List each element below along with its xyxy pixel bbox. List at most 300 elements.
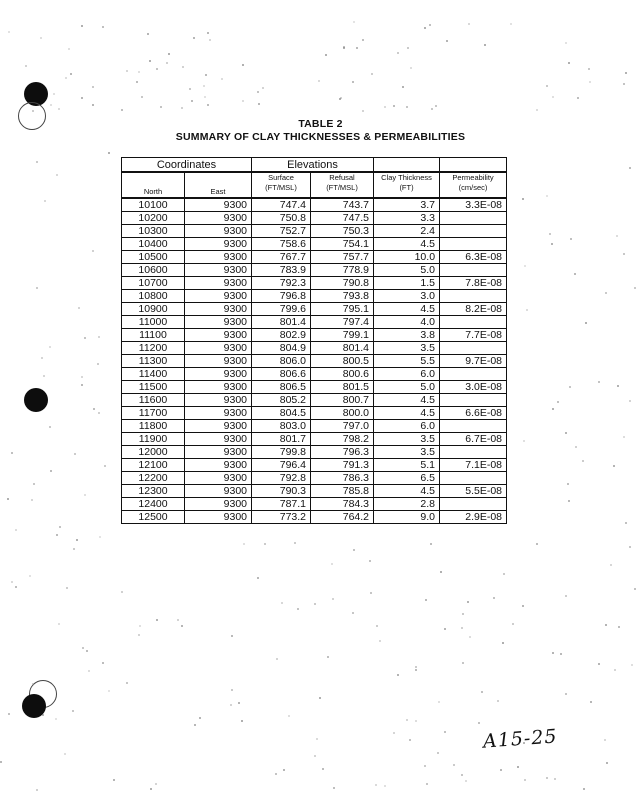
speckle (231, 635, 233, 637)
table-row (122, 212, 507, 225)
speckle (415, 666, 417, 668)
speckle (625, 522, 627, 524)
permeability-cell (440, 238, 507, 251)
speckle (570, 238, 572, 240)
east-cell: 9300 (185, 511, 252, 524)
speckle (370, 592, 372, 594)
surface-cell: 802.9 (252, 329, 311, 342)
speckle (523, 440, 525, 442)
surface-cell: 799.8 (252, 446, 311, 459)
north-cell: 11100 (122, 329, 185, 342)
speckle (618, 626, 620, 628)
surface-cell: 806.0 (252, 355, 311, 368)
speckle (32, 110, 34, 112)
speckle (221, 78, 223, 80)
speckle (7, 498, 9, 500)
speckle (446, 40, 448, 42)
speckle (552, 408, 554, 410)
speckle (97, 363, 99, 365)
north-cell: 10600 (122, 264, 185, 277)
speckle (73, 548, 75, 550)
speckle (332, 598, 334, 600)
speckle (568, 62, 570, 64)
speckle (138, 634, 140, 636)
speckle (606, 762, 608, 764)
speckle (415, 720, 417, 722)
speckle (104, 465, 106, 467)
speckle (634, 287, 636, 289)
speckle (565, 595, 567, 597)
speckle (81, 376, 83, 378)
permeability-cell: 3.0E-08 (440, 381, 507, 394)
refusal-cell: 754.1 (311, 238, 374, 251)
clay-thickness-cell: 5.5 (374, 355, 440, 368)
speckle (147, 33, 149, 35)
permeability-cell (440, 446, 507, 459)
table-row (122, 264, 507, 277)
east-cell: 9300 (185, 485, 252, 498)
east-cell: 9300 (185, 316, 252, 329)
speckle (86, 650, 88, 652)
east-cell: 9300 (185, 459, 252, 472)
speckle (207, 104, 209, 106)
speckle (99, 536, 101, 538)
table-row (122, 446, 507, 459)
speckle (375, 784, 377, 786)
speckle (314, 603, 316, 605)
surface-cell: 758.6 (252, 238, 311, 251)
speckle (393, 732, 395, 734)
table-row (122, 368, 507, 381)
speckle (199, 717, 201, 719)
speckle (242, 64, 244, 66)
speckle (598, 381, 600, 383)
speckle (397, 52, 399, 54)
permeability-cell: 5.5E-08 (440, 485, 507, 498)
speckle (493, 597, 495, 599)
speckle (81, 25, 83, 27)
speckle (150, 788, 152, 790)
refusal-header-label: Refusal (329, 173, 355, 182)
east-cell: 9300 (185, 433, 252, 446)
north-cell: 10300 (122, 225, 185, 238)
speckle (98, 336, 100, 338)
speckle (11, 452, 13, 454)
refusal-cell: 764.2 (311, 511, 374, 524)
permeability-cell: 6.3E-08 (440, 251, 507, 264)
surface-cell: 792.3 (252, 277, 311, 290)
permeability-cell (440, 342, 507, 355)
speckle (15, 529, 17, 531)
speckle (74, 453, 76, 455)
speckle (177, 619, 179, 621)
speckle (64, 753, 66, 755)
north-cell: 11800 (122, 420, 185, 433)
speckle (549, 233, 551, 235)
permeability-cell (440, 472, 507, 485)
speckle (322, 768, 324, 770)
speckle (629, 167, 631, 169)
speckle (139, 625, 141, 627)
table-row (122, 198, 507, 212)
table-row (122, 394, 507, 407)
north-cell: 10500 (122, 251, 185, 264)
speckle (362, 110, 364, 112)
refusal-cell: 786.3 (311, 472, 374, 485)
column-header-row (122, 172, 507, 198)
surface-cell: 773.2 (252, 511, 311, 524)
speckle (565, 432, 567, 434)
surface-cell: 796.8 (252, 290, 311, 303)
speckle (138, 71, 140, 73)
speckle (589, 81, 591, 83)
surface-cell: 801.7 (252, 433, 311, 446)
speckle (275, 773, 277, 775)
speckle (58, 623, 60, 625)
permeability-cell (440, 420, 507, 433)
speckle (429, 24, 431, 26)
speckle (93, 408, 95, 410)
speckle (353, 21, 355, 23)
speckle (481, 691, 483, 693)
surface-cell: 806.6 (252, 368, 311, 381)
permeability-cell: 7.8E-08 (440, 277, 507, 290)
table-subtitle: SUMMARY OF CLAY THICKNESSES & PERMEABILITIES (175, 131, 466, 143)
refusal-cell: 791.3 (311, 459, 374, 472)
speckle (59, 526, 61, 528)
speckle (522, 605, 524, 607)
speckle (430, 543, 432, 545)
speckle (536, 543, 538, 545)
permeability-cell: 9.7E-08 (440, 355, 507, 368)
permeability-cell: 6.6E-08 (440, 407, 507, 420)
refusal-cell: 747.5 (311, 212, 374, 225)
clay-thickness-header (374, 172, 440, 198)
clay-thickness-cell: 4.5 (374, 238, 440, 251)
speckle (438, 701, 440, 703)
speckle (524, 779, 526, 781)
speckle (40, 37, 42, 39)
speckle (113, 779, 115, 781)
east-cell: 9300 (185, 394, 252, 407)
table-row (122, 316, 507, 329)
refusal-cell: 793.8 (311, 290, 374, 303)
speckle (552, 96, 554, 98)
east-cell: 9300 (185, 238, 252, 251)
refusal-cell: 757.7 (311, 251, 374, 264)
permeability-cell: 8.2E-08 (440, 303, 507, 316)
speckle (15, 586, 17, 588)
speckle (0, 761, 2, 763)
north-cell: 10200 (122, 212, 185, 225)
speckle (88, 670, 90, 672)
speckle (108, 152, 110, 154)
speckle (31, 499, 33, 501)
surface-cell: 799.6 (252, 303, 311, 316)
clay-thickness-cell: 10.0 (374, 251, 440, 264)
speckle (230, 704, 232, 706)
speckle (102, 26, 104, 28)
speckle (56, 174, 58, 176)
speckle (121, 591, 123, 593)
speckle (81, 384, 83, 386)
speckle (203, 85, 205, 87)
speckle (231, 689, 233, 691)
speckle (467, 601, 469, 603)
surface-header-label: Surface (268, 173, 294, 182)
speckle (604, 739, 606, 741)
speckle (500, 769, 502, 771)
speckle (406, 719, 408, 721)
speckle (84, 337, 86, 339)
refusal-cell: 800.6 (311, 368, 374, 381)
speckle (362, 39, 364, 41)
speckle (409, 739, 411, 741)
north-cell: 11200 (122, 342, 185, 355)
refusal-cell: 750.3 (311, 225, 374, 238)
speckle (339, 98, 341, 100)
north-cell: 11700 (122, 407, 185, 420)
speckle (81, 97, 83, 99)
permeability-header (440, 172, 507, 198)
speckle (352, 612, 354, 614)
speckle (209, 39, 211, 41)
speckle (331, 563, 333, 565)
speckle (557, 401, 559, 403)
east-cell: 9300 (185, 498, 252, 511)
speckle (44, 200, 46, 202)
speckle (478, 722, 480, 724)
speckle (29, 575, 31, 577)
speckle (36, 789, 38, 791)
speckle (371, 73, 373, 75)
speckle (502, 642, 504, 644)
speckle (406, 106, 408, 108)
speckle (425, 599, 427, 601)
clay-thickness-cell: 5.1 (374, 459, 440, 472)
surface-cell: 767.7 (252, 251, 311, 264)
table-title: TABLE 2 (298, 118, 343, 130)
surface-cell: 792.8 (252, 472, 311, 485)
surface-cell: 803.0 (252, 420, 311, 433)
speckle (567, 483, 569, 485)
surface-cell: 805.2 (252, 394, 311, 407)
speckle (294, 542, 296, 544)
speckle (497, 700, 499, 702)
speckle (524, 265, 526, 267)
clay-thickness-cell: 3.8 (374, 329, 440, 342)
speckle (205, 74, 207, 76)
speckle (319, 697, 321, 699)
permeability-cell (440, 316, 507, 329)
north-cell: 11000 (122, 316, 185, 329)
speckle (204, 96, 206, 98)
surface-cell: 790.3 (252, 485, 311, 498)
speckle (526, 309, 528, 311)
refusal-cell: 801.4 (311, 342, 374, 355)
speckle (191, 100, 193, 102)
speckle (297, 608, 299, 610)
refusal-cell: 801.5 (311, 381, 374, 394)
speckle (327, 656, 329, 658)
refusal-cell: 797.0 (311, 420, 374, 433)
north-cell: 12400 (122, 498, 185, 511)
speckle (49, 426, 51, 428)
speckle (76, 539, 78, 541)
speckle (207, 32, 209, 34)
speckle (36, 161, 38, 163)
table-row (122, 498, 507, 511)
speckle (623, 83, 625, 85)
surface-cell: 783.9 (252, 264, 311, 277)
speckle (616, 235, 618, 237)
speckle (257, 577, 259, 579)
clay-thickness-cell: 9.0 (374, 511, 440, 524)
north-cell: 12500 (122, 511, 185, 524)
permeability-cell (440, 225, 507, 238)
speckle (598, 663, 600, 665)
speckle (55, 718, 57, 720)
group-header-row (122, 158, 507, 173)
table-row (122, 407, 507, 420)
refusal-cell: 800.0 (311, 407, 374, 420)
east-cell: 9300 (185, 225, 252, 238)
table-row (122, 303, 507, 316)
speckle (181, 625, 183, 627)
speckle (536, 109, 538, 111)
speckle (242, 100, 244, 102)
table-row (122, 329, 507, 342)
speckle (510, 23, 512, 25)
speckle (149, 60, 151, 62)
clay-data-table (121, 157, 507, 524)
table-row (122, 251, 507, 264)
speckle (384, 785, 386, 787)
speckle (623, 436, 625, 438)
speckle (182, 66, 184, 68)
permeability-cell (440, 498, 507, 511)
permeability-cell (440, 212, 507, 225)
clay-thickness-cell: 4.5 (374, 303, 440, 316)
north-cell: 10900 (122, 303, 185, 316)
speckle (41, 357, 43, 359)
east-cell: 9300 (185, 368, 252, 381)
table-row (122, 433, 507, 446)
permeability-cell (440, 290, 507, 303)
surface-cell: 787.1 (252, 498, 311, 511)
east-cell: 9300 (185, 264, 252, 277)
speckle (25, 65, 27, 67)
table-row (122, 277, 507, 290)
permeability-cell: 7.7E-08 (440, 329, 507, 342)
speckle (605, 624, 607, 626)
table-row (122, 485, 507, 498)
speckle (283, 769, 285, 771)
speckle (617, 385, 619, 387)
speckle (435, 105, 437, 107)
speckle (92, 250, 94, 252)
blank-header-perm (440, 158, 507, 173)
east-cell: 9300 (185, 329, 252, 342)
east-cell: 9300 (185, 198, 252, 212)
speckle (610, 564, 612, 566)
speckle (560, 653, 562, 655)
east-cell: 9300 (185, 303, 252, 316)
speckle (582, 460, 584, 462)
clay-thickness-cell: 6.0 (374, 420, 440, 433)
north-header: North (122, 172, 185, 198)
east-cell: 9300 (185, 407, 252, 420)
speckle (574, 273, 576, 275)
speckle (8, 713, 10, 715)
speckle (465, 780, 467, 782)
table-row (122, 420, 507, 433)
clay-thickness-header-unit: (FT) (399, 183, 414, 192)
north-cell: 12200 (122, 472, 185, 485)
refusal-cell: 800.7 (311, 394, 374, 407)
permeability-cell: 7.1E-08 (440, 459, 507, 472)
speckle (316, 738, 318, 740)
speckle (503, 573, 505, 575)
table-body (122, 198, 507, 524)
speckle (108, 690, 110, 692)
binder-hole-middle (24, 388, 48, 412)
speckle (517, 766, 519, 768)
permeability-cell: 6.7E-08 (440, 433, 507, 446)
speckle (424, 765, 426, 767)
table-row (122, 238, 507, 251)
speckle (461, 774, 463, 776)
clay-thickness-cell: 3.5 (374, 446, 440, 459)
speckle (318, 80, 320, 82)
table-row (122, 459, 507, 472)
speckle (629, 400, 631, 402)
speckle (155, 783, 157, 785)
table-row (122, 472, 507, 485)
speckle (241, 720, 243, 722)
speckle (565, 693, 567, 695)
speckle (623, 253, 625, 255)
speckle (194, 724, 196, 726)
speckle (356, 47, 358, 49)
surface-cell: 801.4 (252, 316, 311, 329)
speckle (141, 96, 143, 98)
east-cell: 9300 (185, 290, 252, 303)
speckle (410, 67, 412, 69)
speckle (156, 619, 158, 621)
clay-thickness-cell: 2.4 (374, 225, 440, 238)
speckle (56, 534, 58, 536)
speckle (634, 588, 636, 590)
speckle (92, 86, 94, 88)
speckle (552, 652, 554, 654)
refusal-cell: 800.5 (311, 355, 374, 368)
speckle (11, 581, 13, 583)
north-cell: 11300 (122, 355, 185, 368)
permeability-cell: 3.3E-08 (440, 198, 507, 212)
refusal-cell: 743.7 (311, 198, 374, 212)
speckle (78, 307, 80, 309)
speckle (8, 31, 10, 33)
speckle (352, 81, 354, 83)
clay-thickness-cell: 3.5 (374, 342, 440, 355)
clay-thickness-cell: 6.5 (374, 472, 440, 485)
speckle (33, 483, 35, 485)
speckle (264, 543, 266, 545)
speckle (238, 702, 240, 704)
surface-cell: 750.8 (252, 212, 311, 225)
clay-thickness-cell: 5.0 (374, 381, 440, 394)
